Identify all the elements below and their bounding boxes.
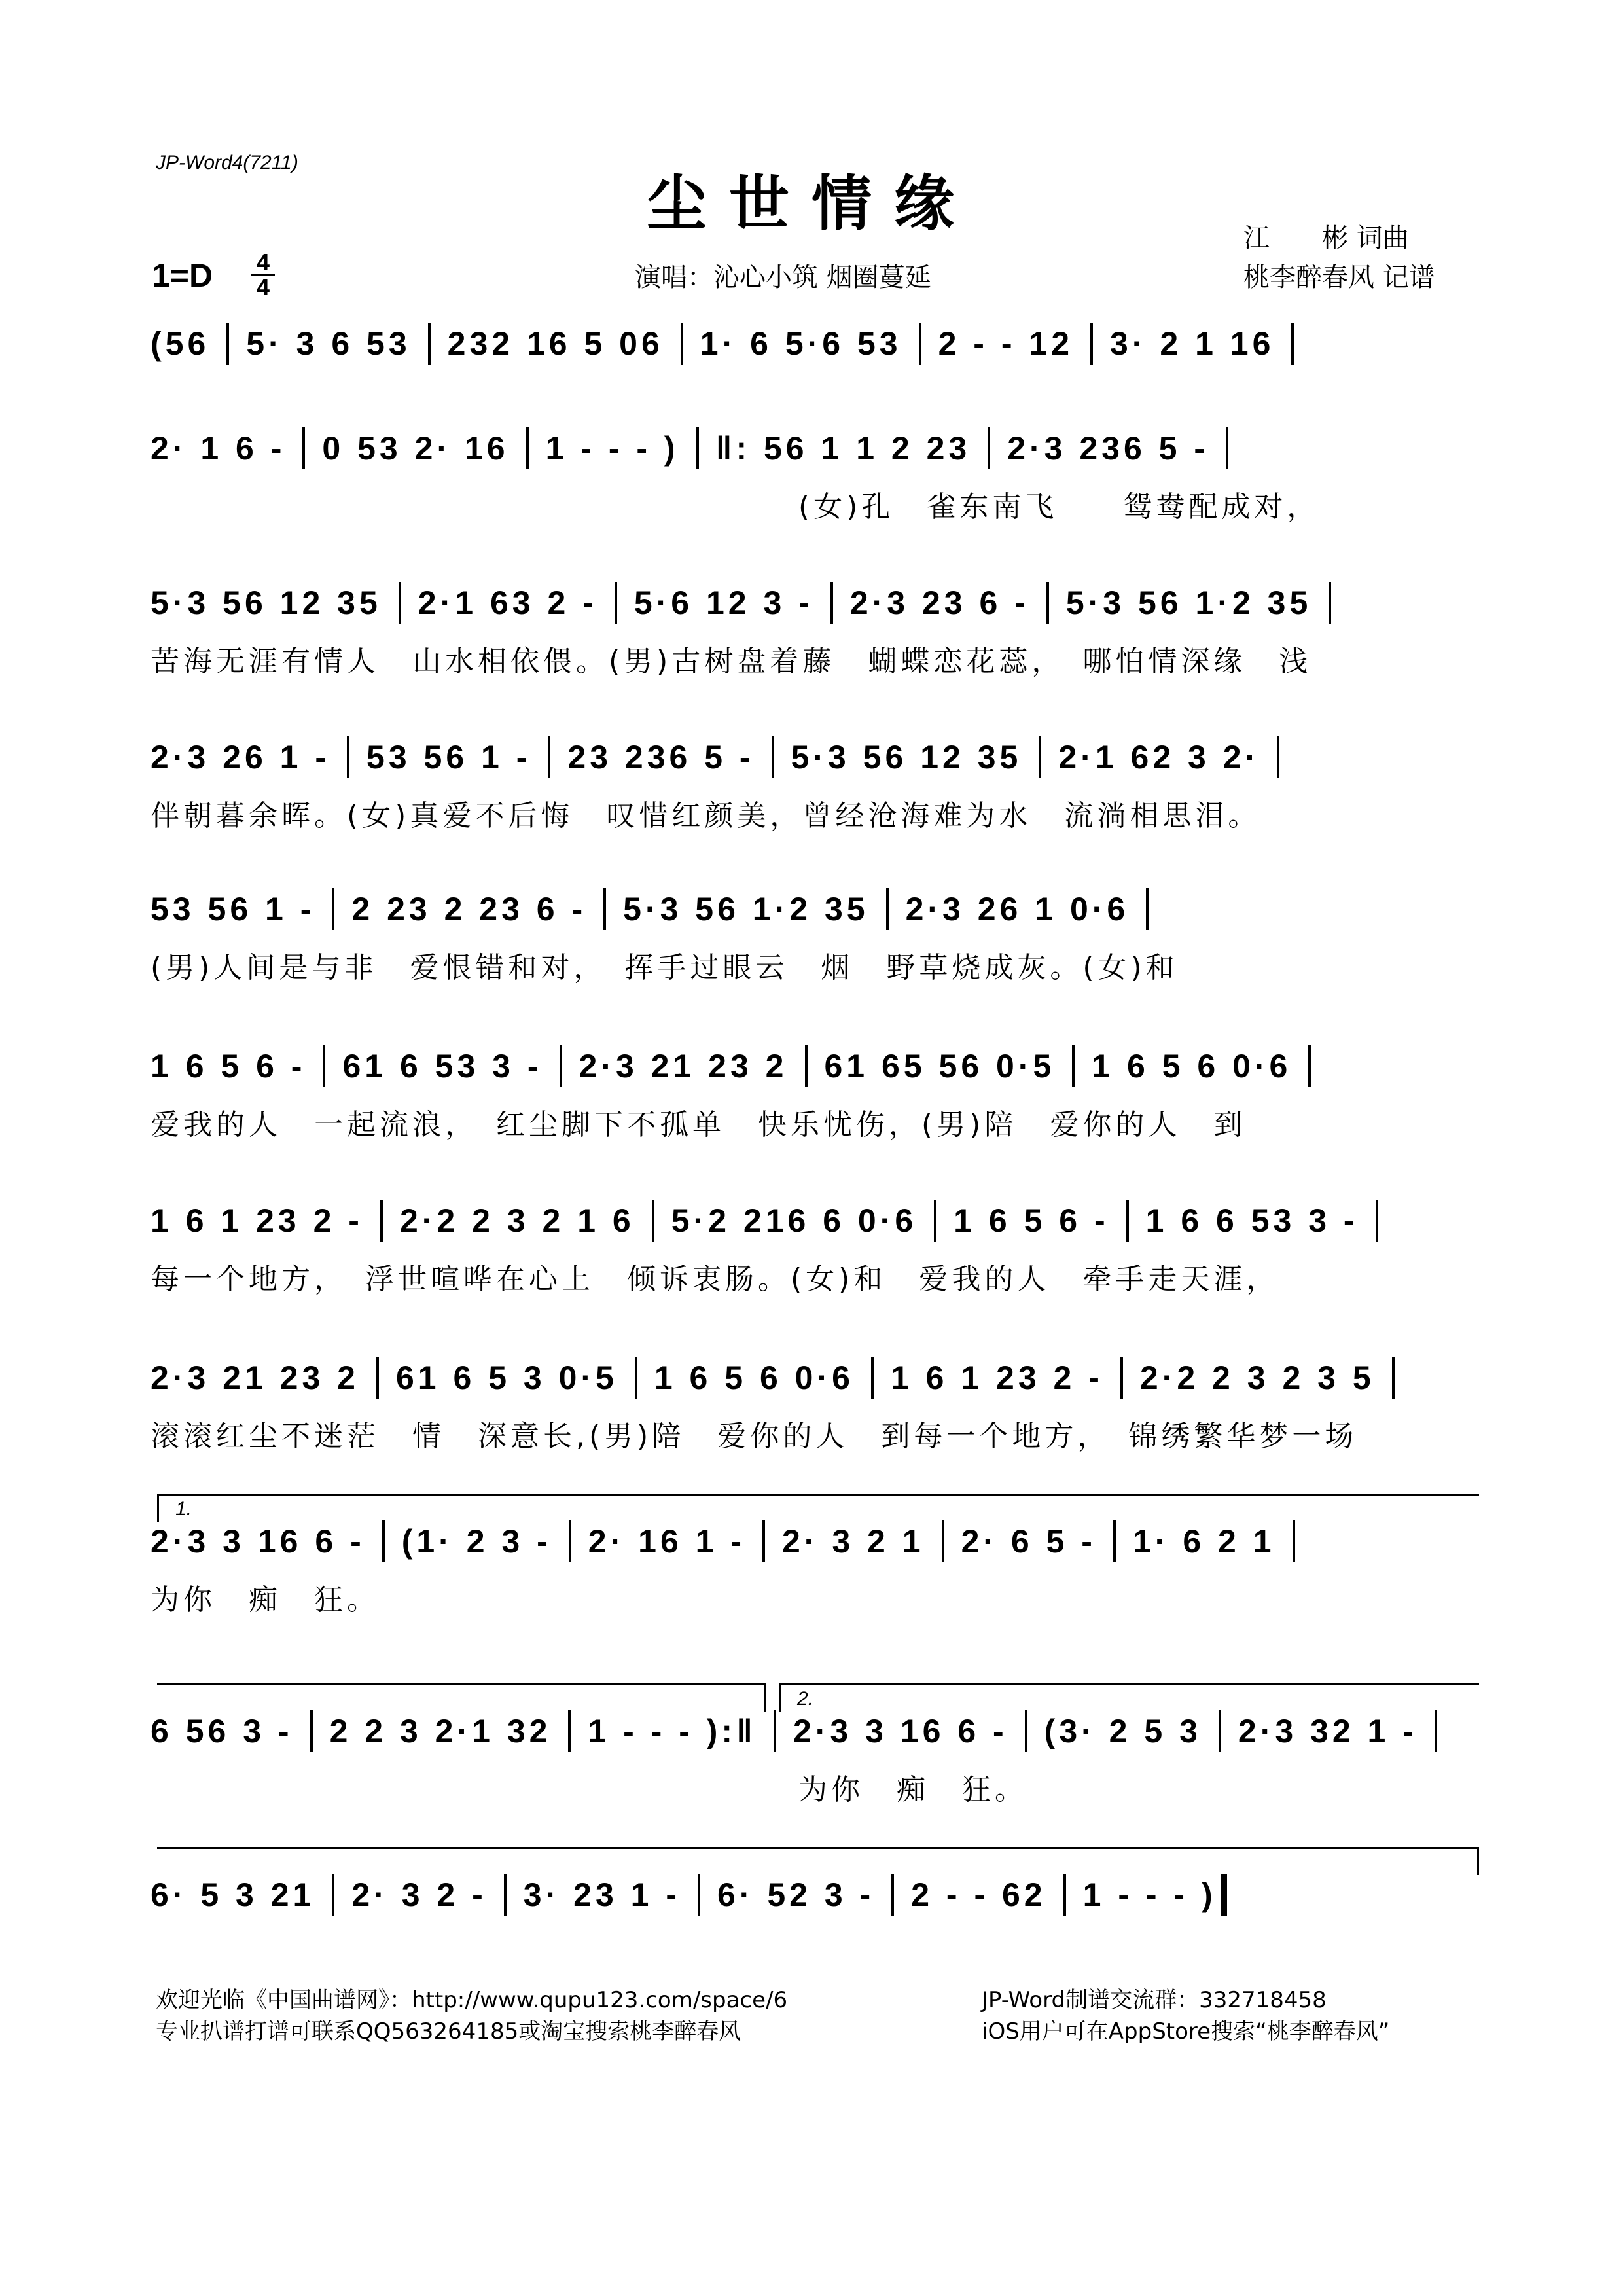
measure: 2·3 26 1 0·6 [905,891,1130,927]
lyrics-row: 为你 痴 狂。 [151,1583,380,1617]
barline [830,582,833,624]
barline [302,427,305,469]
barline [934,1200,936,1242]
notation-row [151,573,1480,632]
barline [603,888,606,930]
measure: 61 6 5 3 0·5 [395,1359,618,1396]
measure: 23 236 5 - [567,739,755,776]
notation-row [151,1512,1480,1571]
measure: 2·3 32 1 - [1238,1713,1418,1749]
measure: 61 65 56 0·5 [824,1048,1056,1085]
barline [652,1200,654,1242]
measure: 5·3 56 12 35 [791,739,1022,776]
barline [310,1710,313,1752]
measure: 3· 23 1 - [523,1876,681,1913]
lyrics-row: 爱我的人 一起流浪， 红尘脚下不孤单 快乐忧伤，(男)陪 爱你的人 到 [151,1108,1247,1141]
measure: (1· 2 3 - [401,1523,552,1560]
measure: 6· 52 3 - [717,1876,875,1913]
volta-bracket [157,1494,1479,1520]
lyrics-row: 每一个地方， 浮世喧哗在心上 倾诉衷肠。(女)和 爱我的人 牵手走天涯， [151,1263,1279,1296]
time-bottom: 4 [256,274,270,300]
barline [698,1874,700,1916]
measure: 1 - - - ):‖ [588,1713,757,1749]
barline [1435,1710,1437,1752]
barline [891,1874,894,1916]
barline [615,582,617,624]
barline [548,736,550,778]
measure: 2·3 3 16 6 - [151,1523,365,1560]
measure: 1 6 5 6 0·6 [1092,1048,1292,1085]
measure: 53 56 1 - [151,891,315,927]
measure: (56 [151,325,210,362]
measure: 2·1 63 2 - [418,584,597,621]
barline [332,1874,334,1916]
barline [1277,736,1279,778]
volta-label: 2. [797,1688,814,1710]
barline [1063,1874,1066,1916]
barline [428,323,431,365]
time-top: 4 [251,251,275,276]
measure: 2· 3 2 - [351,1876,487,1913]
barline [323,1045,325,1087]
notation-row [151,728,1480,787]
measure: 1· 6 2 1 [1132,1523,1275,1560]
measure: 2 23 2 23 6 - [351,891,587,927]
barline [347,736,349,778]
measure: 1 6 5 6 - [151,1048,306,1085]
measure: ‖: 56 1 1 2 23 [715,430,971,467]
barline [1219,1710,1221,1752]
barline [635,1357,637,1399]
barline [399,582,401,624]
measure: 1 6 6 53 3 - [1145,1202,1359,1239]
measure: 5·3 56 1·2 35 [1065,584,1312,621]
lyrics-row: 苦海无涯有情人 山水相依偎。(男)古树盘着藤 蝴蝶恋花蕊， 哪怕情深缘 浅 [151,645,1312,678]
barline [1291,323,1294,365]
measure: 2· 16 1 - [588,1523,745,1560]
notation-row [151,880,1480,939]
barline [1329,582,1331,624]
measure: 1 6 1 23 2 - [151,1202,363,1239]
barline [871,1357,874,1399]
footer-group: JP-Word制谱交流群：332718458 [982,1987,1327,2013]
measure: 2·3 23 6 - [849,584,1029,621]
lyrics-row: (男)人间是与非 爱恨错和对， 挥手过眼云 烟 野草烧成灰。(女)和 [151,951,1179,984]
notation-row [151,1037,1480,1096]
measure: 2· 6 5 - [961,1523,1096,1560]
barline [942,1520,944,1562]
barline [380,1200,383,1242]
barline [569,1520,571,1562]
measure: 2·3 3 16 6 - [793,1713,1008,1749]
notation-row [151,1702,1480,1761]
volta-bracket [779,1683,1479,1710]
barline [1072,1045,1075,1087]
measure: 53 56 1 - [366,739,531,776]
barline [1146,888,1149,930]
measure: 2· 1 6 - [151,430,286,467]
footer-contact: 专业扒谱打谱可联系QQ563264185或淘宝搜索桃李醉春风 [156,2018,741,2045]
barline [1039,736,1041,778]
barline [696,427,699,469]
measure: 2·3 26 1 - [151,739,330,776]
barline [560,1045,562,1087]
singer-credit: 演唱：沁心小筑 烟圈蔓延 [635,262,931,293]
barline [1126,1200,1129,1242]
barline [772,736,774,778]
barline [1025,1710,1027,1752]
barline [988,427,990,469]
measure: 1 6 1 23 2 - [890,1359,1103,1396]
notation-row [151,1348,1480,1407]
measure: 1 6 5 6 - [954,1202,1109,1239]
measure: 5·3 56 1·2 35 [623,891,869,927]
measure: 5·3 56 12 35 [151,584,382,621]
barline [886,888,889,930]
lyricist-credit: 江 彬 词曲 [1243,223,1409,253]
lyrics-row: 伴朝暮余晖。(女)真爱不后悔 叹惜红颜美，曾经沧海难为水 流淌相思泪。 [151,799,1261,833]
measure: 2·2 2 3 2 1 6 [399,1202,635,1239]
barline [681,323,683,365]
barline [226,323,229,365]
measure: 5· 3 6 53 [246,325,411,362]
measure: 5·2 216 6 0·6 [671,1202,918,1239]
measure: 2·3 21 23 2 [151,1359,359,1396]
notation-row [151,419,1480,478]
measure: 5·6 12 3 - [633,584,813,621]
barline [1113,1520,1116,1562]
software-version: JP-Word4(7211) [156,152,298,173]
barline [1120,1357,1123,1399]
barline [774,1710,776,1752]
measure: 61 6 53 3 - [342,1048,543,1085]
measure: 2·3 236 5 - [1007,430,1209,467]
transcriber-credit: 桃李醉春风 记谱 [1243,262,1435,293]
barline [762,1520,765,1562]
key-signature: 1=D [152,257,213,294]
barline [504,1874,507,1916]
measure: (3· 2 5 3 [1044,1713,1202,1749]
notation-row [151,1191,1480,1250]
volta-label: 1. [175,1498,192,1520]
barline [332,888,334,930]
barline [1376,1200,1378,1242]
time-signature [251,251,275,298]
barline [376,1357,379,1399]
measure: 1 - - - ) [1082,1876,1217,1913]
barline [1090,323,1093,365]
barline [919,323,921,365]
coda-bracket [157,1847,1479,1849]
measure: 2·2 2 3 2 3 5 [1139,1359,1375,1396]
measure: 1 - - - ) [545,430,679,467]
lyrics-row: 滚滚红尘不迷茫 情 深意长,(男)陪 爱你的人 到每一个地方， 锦绣繁华梦一场 [151,1420,1358,1453]
repeat-bracket [157,1683,766,1685]
measure: 2 - - 62 [911,1876,1046,1913]
measure: 6 56 3 - [151,1713,293,1749]
lyrics-row: (女)孔 雀东南飞 鸳鸯配成对， [798,490,1320,524]
barline [1293,1520,1295,1562]
lyrics-row: 为你 痴 狂。 [798,1773,1027,1806]
footer-appstore: iOS用户可在AppStore搜索“桃李醉春风” [982,2018,1390,2045]
measure: 2 - - 12 [938,325,1074,362]
barline [805,1045,808,1087]
notation-row [151,1865,1480,1924]
barline [526,427,529,469]
measure: 1· 6 5·6 53 [700,325,902,362]
measure: 2·1 62 3 2· [1058,739,1260,776]
measure: 1 6 5 6 0·6 [654,1359,854,1396]
song-title: 尘世情缘 [646,168,976,239]
measure: 6· 5 3 21 [151,1876,315,1913]
barline [1226,427,1228,469]
barline [1308,1045,1311,1087]
measure: 2·3 21 23 2 [579,1048,788,1085]
measure: 3· 2 1 16 [1110,325,1275,362]
barline [382,1520,385,1562]
notation-row [151,314,1480,373]
measure: 0 53 2· 16 [322,430,509,467]
barline [1046,582,1049,624]
barline [1392,1357,1395,1399]
measure: 2· 3 2 1 [782,1523,925,1560]
measure: 232 16 5 06 [447,325,664,362]
footer-website: 欢迎光临《中国曲谱网》：http://www.qupu123.com/space/6 [156,1987,788,2013]
final-barline [1221,1874,1227,1916]
barline [568,1710,571,1752]
measure: 2 2 3 2·1 32 [329,1713,552,1749]
